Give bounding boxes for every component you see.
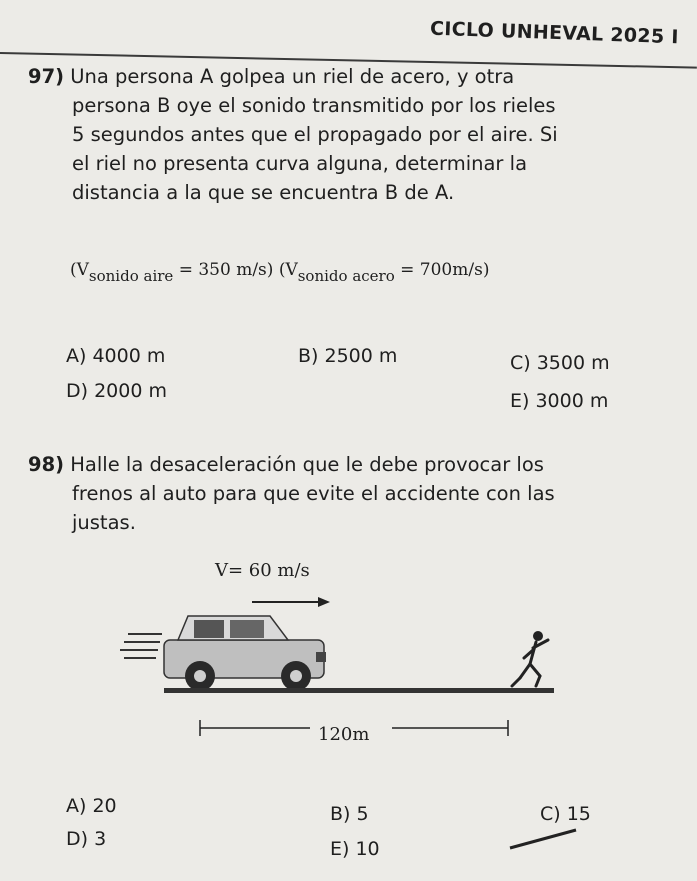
q98-option-b: B) 5	[330, 803, 369, 825]
q97-option-c: C) 3500 m	[510, 352, 610, 374]
question-97-number: 97)	[28, 65, 65, 88]
formula-steel-sub: sonido acero	[297, 267, 395, 285]
q97-option-d: D) 2000 m	[66, 380, 167, 402]
q98-option-e: E) 10	[330, 838, 380, 860]
page-header	[0, 0, 697, 60]
formula-air-sub: sonido aire	[88, 267, 174, 285]
formula-air-value: = 350 m/s)	[173, 260, 279, 280]
q97-option-e: E) 3000 m	[510, 390, 609, 412]
formula-air-open: (V	[70, 260, 89, 280]
q98-option-d: D) 3	[66, 828, 107, 850]
question-97-line-3: 5 segundos antes que el propagado por el aire. Si	[72, 123, 558, 146]
motion-lines-icon	[120, 634, 162, 658]
question-98-line-1: Halle la desaceleración que le debe provocar los	[70, 453, 544, 476]
question-97-line-2: persona B oye el sonido transmitido por los rieles	[72, 94, 556, 117]
velocity-label: V= 60 m/s	[215, 560, 310, 581]
formula-steel-value: = 700m/s)	[394, 260, 490, 280]
pedestrian-icon	[512, 631, 548, 686]
q97-option-b: B) 2500 m	[298, 345, 398, 367]
q98-option-a: A) 20	[66, 795, 117, 817]
question-98-number: 98)	[28, 453, 65, 476]
question-97-line-1: Una persona A golpea un riel de acero, y otra	[70, 65, 515, 88]
question-98	[28, 450, 668, 537]
ground-line	[164, 688, 554, 693]
course-title: CICLO UNHEVAL 2025 I	[429, 17, 680, 49]
car-pedestrian-diagram	[120, 560, 560, 760]
distance-label: 120m	[318, 724, 370, 745]
speed-formula	[70, 260, 489, 285]
pen-mark-icon	[506, 800, 586, 860]
question-97	[28, 62, 668, 207]
car-icon	[164, 616, 326, 691]
q97-option-a: A) 4000 m	[66, 345, 166, 367]
formula-steel-open: (V	[278, 260, 298, 280]
question-98-line-3: justas.	[72, 511, 136, 534]
question-98-line-2: frenos al auto para que evite el accidente con las	[72, 482, 555, 505]
velocity-arrow-icon	[252, 597, 330, 607]
question-97-line-5: distancia a la que se encuentra B de A.	[72, 181, 455, 204]
question-97-line-4: el riel no presenta curva alguna, determinar la	[72, 152, 528, 175]
q98-option-c: C) 15	[540, 803, 591, 825]
